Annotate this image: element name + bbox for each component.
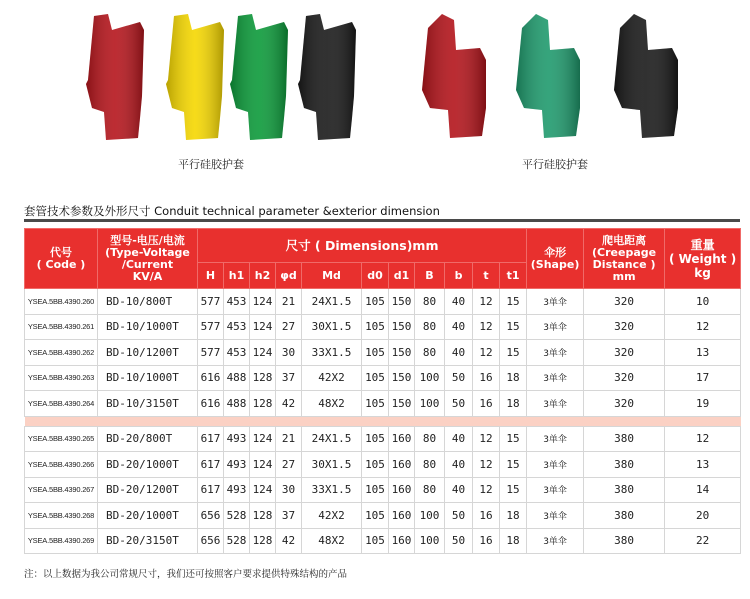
cell-h1: 453 xyxy=(224,340,250,366)
cell-d1: 150 xyxy=(389,340,415,366)
cell-d: 30 xyxy=(276,340,302,366)
table-row xyxy=(25,503,741,529)
cell-shape: 3单伞 xyxy=(527,340,584,366)
silicone-boot-4 xyxy=(298,14,356,140)
cell-t: 16 xyxy=(473,391,500,417)
cell-t: 16 xyxy=(473,365,500,391)
cell-t1: 15 xyxy=(500,289,527,315)
cell-B: 100 xyxy=(415,391,445,417)
cell-h2: 124 xyxy=(250,340,276,366)
cell-shape: 3单伞 xyxy=(527,503,584,529)
header-Md: Md xyxy=(302,263,362,289)
cell-t: 12 xyxy=(473,289,500,315)
cell-t1: 18 xyxy=(500,503,527,529)
cell-B: 100 xyxy=(415,503,445,529)
cell-H: 616 xyxy=(198,391,224,417)
cell-Md: 48X2 xyxy=(302,528,362,554)
cell-H: 616 xyxy=(198,365,224,391)
cell-t: 12 xyxy=(473,340,500,366)
group-separator xyxy=(25,416,741,426)
cell-weight: 13 xyxy=(665,452,741,478)
header-creepage: 爬电距离 (Creepage Distance ) mm xyxy=(584,229,665,289)
cell-weight: 12 xyxy=(665,314,741,340)
cell-d: 27 xyxy=(276,314,302,340)
spec-table xyxy=(24,228,741,554)
header-H: H xyxy=(198,263,224,289)
header-code: 代号 ( Code ) xyxy=(25,229,98,289)
cell-h2: 124 xyxy=(250,289,276,315)
cell-B: 80 xyxy=(415,452,445,478)
cell-d1: 150 xyxy=(389,289,415,315)
cell-shape: 3单伞 xyxy=(527,391,584,417)
table-row xyxy=(25,289,741,315)
cell-Md: 42X2 xyxy=(302,503,362,529)
cell-d: 30 xyxy=(276,477,302,503)
cell-creepage: 380 xyxy=(584,452,665,478)
cell-d: 42 xyxy=(276,528,302,554)
cell-h1: 528 xyxy=(224,528,250,554)
cell-B: 80 xyxy=(415,426,445,452)
cell-model: BD-20/3150T xyxy=(98,528,198,554)
cell-d0: 105 xyxy=(362,365,389,391)
cell-h2: 124 xyxy=(250,314,276,340)
cell-shape: 3单伞 xyxy=(527,365,584,391)
cell-model: BD-20/800T xyxy=(98,426,198,452)
cell-h1: 488 xyxy=(224,391,250,417)
cell-Md: 24X1.5 xyxy=(302,289,362,315)
table-row xyxy=(25,340,741,366)
cell-creepage: 320 xyxy=(584,289,665,315)
cell-model: BD-10/3150T xyxy=(98,391,198,417)
cell-Md: 48X2 xyxy=(302,391,362,417)
cell-h1: 528 xyxy=(224,503,250,529)
cell-B: 80 xyxy=(415,314,445,340)
cell-shape: 3单伞 xyxy=(527,426,584,452)
cell-Md: 24X1.5 xyxy=(302,426,362,452)
cell-b: 50 xyxy=(445,503,473,529)
cell-d: 27 xyxy=(276,452,302,478)
cell-t: 12 xyxy=(473,314,500,340)
cell-d0: 105 xyxy=(362,340,389,366)
header-phid: φd xyxy=(276,263,302,289)
cell-creepage: 380 xyxy=(584,503,665,529)
cell-d1: 150 xyxy=(389,314,415,340)
cell-code: YSEA.5BB.4390.263 xyxy=(25,365,98,391)
cell-h2: 128 xyxy=(250,365,276,391)
cell-H: 617 xyxy=(198,426,224,452)
silicone-boot-5 xyxy=(422,14,486,138)
cell-weight: 13 xyxy=(665,340,741,366)
cell-d1: 150 xyxy=(389,391,415,417)
cell-d0: 105 xyxy=(362,426,389,452)
cell-model: BD-10/800T xyxy=(98,289,198,315)
silicone-boot-7 xyxy=(614,14,678,138)
cell-h1: 453 xyxy=(224,289,250,315)
silicone-boot-3 xyxy=(230,14,288,140)
cell-b: 40 xyxy=(445,340,473,366)
cell-b: 50 xyxy=(445,528,473,554)
product-photos xyxy=(0,0,750,180)
cell-Md: 30X1.5 xyxy=(302,314,362,340)
cell-H: 617 xyxy=(198,477,224,503)
cell-b: 40 xyxy=(445,314,473,340)
table-row xyxy=(25,452,741,478)
cell-creepage: 380 xyxy=(584,477,665,503)
cell-shape: 3单伞 xyxy=(527,289,584,315)
header-B: B xyxy=(415,263,445,289)
cell-d: 21 xyxy=(276,426,302,452)
cell-code: YSEA.5BB.4390.261 xyxy=(25,314,98,340)
cell-t1: 15 xyxy=(500,340,527,366)
table-row xyxy=(25,314,741,340)
header-dimensions: 尺寸 ( Dimensions)mm xyxy=(198,229,527,263)
table-row xyxy=(25,365,741,391)
cell-code: YSEA.5BB.4390.264 xyxy=(25,391,98,417)
header-shape: 伞形 (Shape) xyxy=(527,229,584,289)
cell-B: 100 xyxy=(415,528,445,554)
cell-t: 16 xyxy=(473,528,500,554)
cell-code: YSEA.5BB.4390.268 xyxy=(25,503,98,529)
table-header-row xyxy=(25,229,741,263)
cell-d: 37 xyxy=(276,365,302,391)
cell-weight: 19 xyxy=(665,391,741,417)
cell-d1: 160 xyxy=(389,426,415,452)
cell-b: 40 xyxy=(445,426,473,452)
cell-t1: 15 xyxy=(500,314,527,340)
silicone-boot-2 xyxy=(166,14,224,140)
cell-model: BD-10/1000T xyxy=(98,314,198,340)
cell-model: BD-20/1000T xyxy=(98,503,198,529)
table-row xyxy=(25,477,741,503)
cell-model: BD-20/1200T xyxy=(98,477,198,503)
cell-B: 80 xyxy=(415,289,445,315)
cell-d0: 105 xyxy=(362,289,389,315)
cell-weight: 20 xyxy=(665,503,741,529)
cell-h2: 124 xyxy=(250,426,276,452)
silicone-boot-1 xyxy=(86,14,144,140)
cell-t1: 15 xyxy=(500,477,527,503)
cell-b: 40 xyxy=(445,477,473,503)
cell-t1: 18 xyxy=(500,365,527,391)
cell-Md: 33X1.5 xyxy=(302,477,362,503)
cell-h1: 493 xyxy=(224,477,250,503)
header-t: t xyxy=(473,263,500,289)
cell-t1: 18 xyxy=(500,391,527,417)
cell-d0: 105 xyxy=(362,314,389,340)
cell-d1: 160 xyxy=(389,452,415,478)
cell-H: 577 xyxy=(198,340,224,366)
cell-H: 577 xyxy=(198,314,224,340)
cell-creepage: 320 xyxy=(584,340,665,366)
cell-B: 80 xyxy=(415,477,445,503)
cell-d: 37 xyxy=(276,503,302,529)
header-h2: h2 xyxy=(250,263,276,289)
cell-t1: 15 xyxy=(500,452,527,478)
cell-creepage: 380 xyxy=(584,426,665,452)
separator-cell xyxy=(25,416,741,426)
silicone-boot-6 xyxy=(516,14,580,138)
cell-B: 100 xyxy=(415,365,445,391)
cell-code: YSEA.5BB.4390.266 xyxy=(25,452,98,478)
cell-h1: 488 xyxy=(224,365,250,391)
cell-model: BD-10/1000T xyxy=(98,365,198,391)
cell-weight: 22 xyxy=(665,528,741,554)
header-t1: t1 xyxy=(500,263,527,289)
cell-weight: 17 xyxy=(665,365,741,391)
cell-d: 21 xyxy=(276,289,302,315)
cell-h1: 493 xyxy=(224,452,250,478)
header-b: b xyxy=(445,263,473,289)
table-row xyxy=(25,391,741,417)
cell-model: BD-10/1200T xyxy=(98,340,198,366)
cell-t: 16 xyxy=(473,503,500,529)
cell-H: 577 xyxy=(198,289,224,315)
cell-Md: 42X2 xyxy=(302,365,362,391)
cell-d0: 105 xyxy=(362,528,389,554)
cell-Md: 30X1.5 xyxy=(302,452,362,478)
footnote: 注：以上数据为我公司常规尺寸，我们还可按照客户要求提供特殊结构的产品 xyxy=(24,569,348,580)
cell-d0: 105 xyxy=(362,503,389,529)
cell-code: YSEA.5BB.4390.267 xyxy=(25,477,98,503)
cell-code: YSEA.5BB.4390.269 xyxy=(25,528,98,554)
cell-code: YSEA.5BB.4390.265 xyxy=(25,426,98,452)
cell-d1: 160 xyxy=(389,528,415,554)
cell-weight: 12 xyxy=(665,426,741,452)
header-d1: d1 xyxy=(389,263,415,289)
cell-creepage: 320 xyxy=(584,314,665,340)
cell-B: 80 xyxy=(415,340,445,366)
cell-d1: 150 xyxy=(389,365,415,391)
table-row xyxy=(25,528,741,554)
cell-t1: 15 xyxy=(500,426,527,452)
cell-t: 12 xyxy=(473,452,500,478)
cell-weight: 14 xyxy=(665,477,741,503)
header-d0: d0 xyxy=(362,263,389,289)
cell-creepage: 380 xyxy=(584,528,665,554)
table-body xyxy=(25,289,741,554)
cell-creepage: 320 xyxy=(584,391,665,417)
cell-t1: 18 xyxy=(500,528,527,554)
cell-code: YSEA.5BB.4390.260 xyxy=(25,289,98,315)
header-h1: h1 xyxy=(224,263,250,289)
cell-h1: 493 xyxy=(224,426,250,452)
cell-H: 656 xyxy=(198,503,224,529)
cell-d0: 105 xyxy=(362,391,389,417)
cell-H: 617 xyxy=(198,452,224,478)
cell-h2: 124 xyxy=(250,452,276,478)
cell-h2: 124 xyxy=(250,477,276,503)
photo-caption-left: 平行硅胶护套 xyxy=(178,158,244,171)
header-weight: 重量 ( Weight ) kg xyxy=(665,229,741,289)
cell-code: YSEA.5BB.4390.262 xyxy=(25,340,98,366)
cell-b: 40 xyxy=(445,289,473,315)
cell-model: BD-20/1000T xyxy=(98,452,198,478)
cell-t: 12 xyxy=(473,426,500,452)
cell-d0: 105 xyxy=(362,477,389,503)
cell-b: 40 xyxy=(445,452,473,478)
cell-d1: 160 xyxy=(389,477,415,503)
cell-creepage: 320 xyxy=(584,365,665,391)
cell-Md: 33X1.5 xyxy=(302,340,362,366)
cell-h2: 128 xyxy=(250,528,276,554)
cell-b: 50 xyxy=(445,391,473,417)
cell-b: 50 xyxy=(445,365,473,391)
table-row xyxy=(25,426,741,452)
cell-shape: 3单伞 xyxy=(527,528,584,554)
cell-h2: 128 xyxy=(250,503,276,529)
cell-shape: 3单伞 xyxy=(527,314,584,340)
title-divider xyxy=(24,219,740,222)
cell-d1: 160 xyxy=(389,503,415,529)
cell-h2: 128 xyxy=(250,391,276,417)
cell-shape: 3单伞 xyxy=(527,452,584,478)
cell-weight: 10 xyxy=(665,289,741,315)
cell-d: 42 xyxy=(276,391,302,417)
cell-h1: 453 xyxy=(224,314,250,340)
cell-d0: 105 xyxy=(362,452,389,478)
cell-H: 656 xyxy=(198,528,224,554)
cell-t: 12 xyxy=(473,477,500,503)
cell-shape: 3单伞 xyxy=(527,477,584,503)
photo-caption-right: 平行硅胶护套 xyxy=(522,158,588,171)
header-model: 型号-电压/电流 (Type-Voltage /Current KV/A xyxy=(98,229,198,289)
section-title: 套管技术参数及外形尺寸 Conduit technical parameter &exterior dimension xyxy=(24,204,440,218)
